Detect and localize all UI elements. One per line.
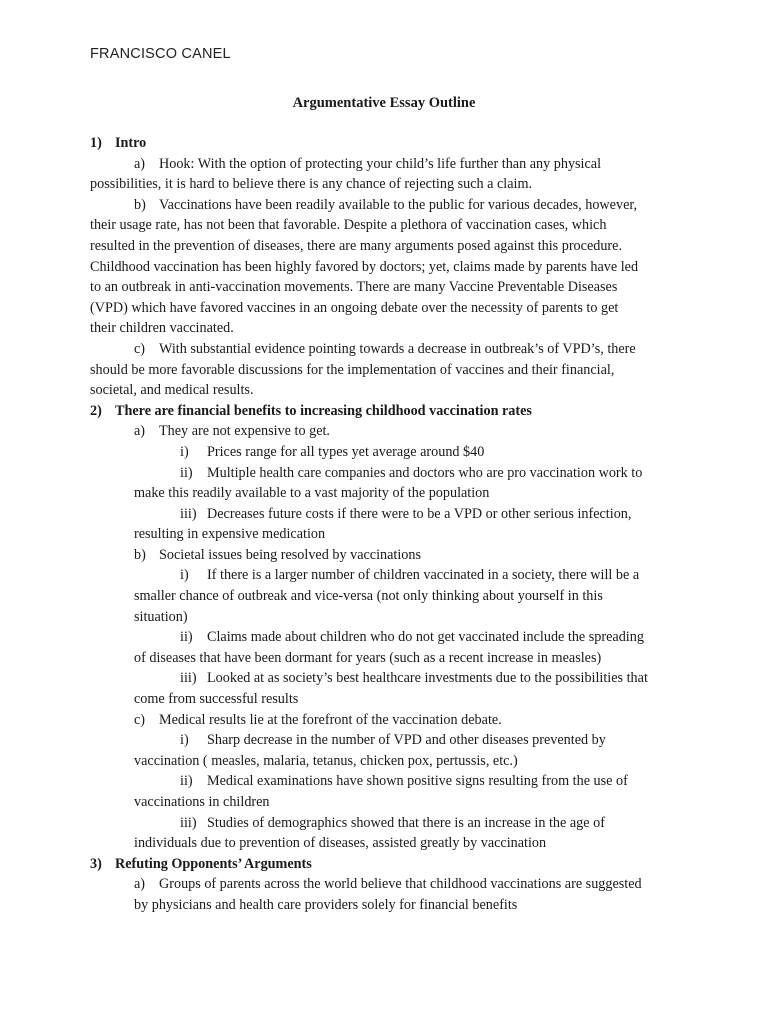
financial-item-a-i: i) Prices range for all types yet average around $40 [180,443,485,460]
financial-item-a-ii-cont: make this readily available to a vast majority of the population [134,485,490,502]
financial-item-c-i-cont: vaccination ( measles, malaria, tetanus, chicken pox, pertussis, etc.) [134,752,518,769]
intro-item-b-cont: Childhood vaccination has been highly favored by doctors; yet, claims made by parents have led [90,258,639,275]
intro-item-b-cont: their children vaccinated. [90,320,234,337]
financial-item-c-iii-cont: individuals due to prevention of diseases, assisted greatly by vaccination [134,835,547,852]
intro-item-b-cont: to an outbreak in anti-vaccination movements. There are many Vaccine Preventable Diseases [90,279,618,296]
document-title: Argumentative Essay Outline [292,95,476,111]
intro-item-c-cont: societal, and medical results. [90,382,254,399]
financial-item-c-ii: ii) Medical examinations have shown positive signs resulting from the use of [180,773,628,790]
financial-item-b-ii: ii) Claims made about children who do not get vaccinated include the spreading [180,629,644,646]
section-heading-refuting: 3) Refuting Opponents’ Arguments [90,855,312,872]
financial-item-a-iii: iii) Decreases future costs if there were to be a VPD or other serious infection, [180,505,632,522]
financial-item-b-iii-cont: come from successful results [134,691,299,708]
financial-item-a: a) They are not expensive to get. [134,423,330,440]
intro-item-a: a) Hook: With the option of protecting your child’s life further than any physical [134,155,602,172]
financial-item-c: c) Medical results lie at the forefront of the vaccination debate. [134,711,502,728]
financial-item-b-ii-cont: of diseases that have been dormant for years (such as a recent increase in measles) [134,649,602,666]
refuting-item-a: a) Groups of parents across the world believe that childhood vaccinations are suggested [134,876,642,893]
financial-item-b-i-cont: situation) [134,608,188,625]
financial-item-b: b) Societal issues being resolved by vaccinations [134,546,422,563]
intro-item-c: c) With substantial evidence pointing towards a decrease in outbreak’s of VPD’s, there [134,340,636,357]
financial-item-c-i: i) Sharp decrease in the number of VPD and other diseases prevented by [180,732,606,749]
financial-item-b-i: i) If there is a larger number of children vaccinated in a society, there will be a [180,567,640,584]
intro-item-b: b) Vaccinations have been readily available to the public for various decades, however, [134,196,638,213]
financial-item-c-ii-cont: vaccinations in children [134,794,270,810]
section-heading-financial: 2) There are financial benefits to increasing childhood vaccination rates [90,402,532,419]
intro-item-b-cont: resulted in the prevention of diseases, there are many arguments posed against this procedure. [90,237,622,254]
intro-item-b-cont: their usage rate, has not been that favorable. Despite a plethora of vaccination cases, which [90,217,607,234]
intro-item-a-cont: possibilities, it is hard to believe there is any chance of rejecting such a claim. [90,176,533,193]
outline-body [90,133,680,916]
intro-item-c-cont: should be more favorable discussions for the implementation of vaccines and their financial, [90,361,615,378]
financial-item-c-iii: iii) Studies of demographics showed that there is an increase in the age of [180,814,605,831]
section-heading-intro: 1) Intro [90,135,147,151]
intro-item-b-cont: (VPD) which have favored vaccines in an ongoing debate over the necessity of parents to get [90,299,619,316]
financial-item-b-i-cont: smaller chance of outbreak and vice-versa (not only thinking about yourself in this [134,588,603,605]
refuting-item-a-cont: by physicians and health care providers solely for financial benefits [134,896,518,913]
author-name: FRANCISCO CANEL [90,46,231,62]
financial-item-a-iii-cont: resulting in expensive medication [134,526,326,543]
financial-item-b-iii: iii) Looked at as society’s best healthcare investments due to the possibilities that [180,670,648,687]
financial-item-a-ii: ii) Multiple health care companies and doctors who are pro vaccination work to [180,464,643,481]
